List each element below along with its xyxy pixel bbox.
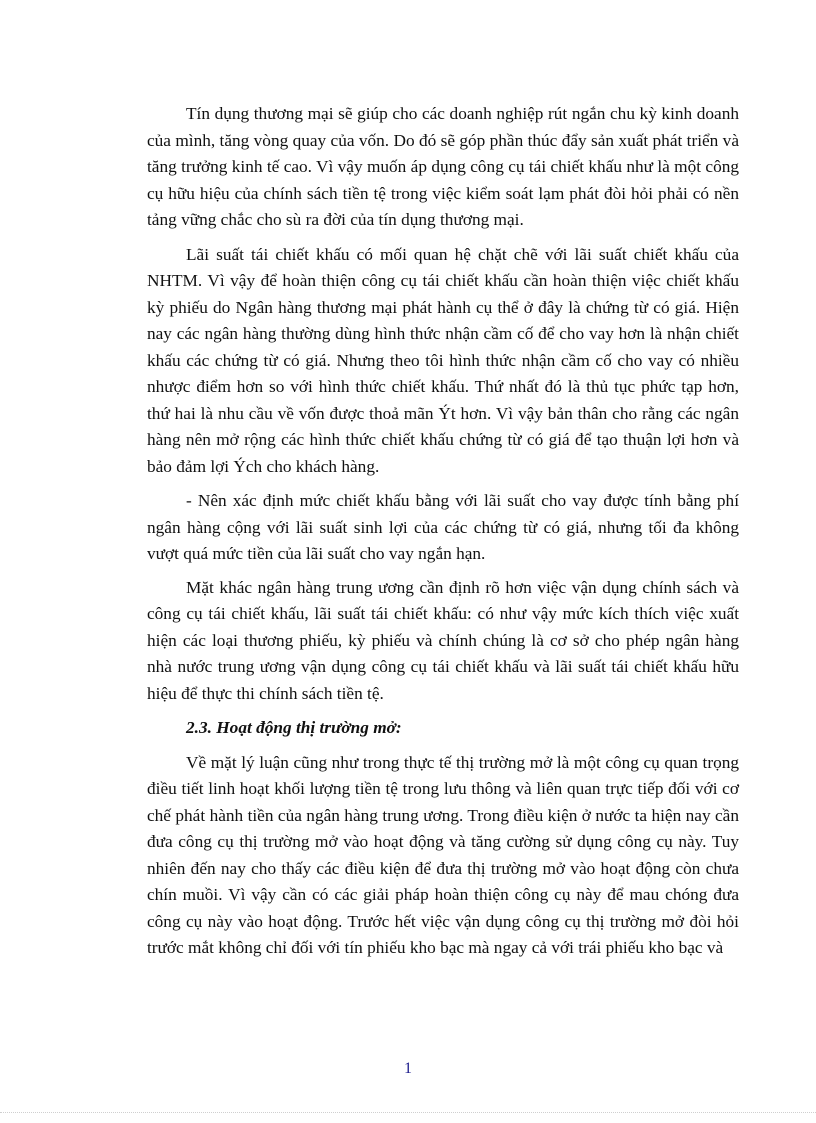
page-number: 1 <box>404 1060 412 1077</box>
paragraph-discount-level: - Nên xác định mức chiết khấu bằng với lãi suất cho vay được tính bằng phí ngân hàng cộng với lãi suất sinh lợi của các chứng từ có giá, nhưng tối đa không vượt quá mức tiền của lãi suất cho vay ngắn hạn. <box>147 491 739 563</box>
page-bottom-divider <box>0 1112 816 1113</box>
paragraph-open-market: Về mặt lý luận cũng như trong thực tế thị trường mở là một công cụ quan trọng điều tiết linh hoạt khối lượng tiền tệ trong lưu thông và liên quan trực tiếp đối với cơ chế phát hành tiền của ngân hàng trung ương. Trong điều kiện ở nước ta hiện nay cần đưa công cụ thị trường mở vào hoạt động và tăng cường sử dụng công cụ này. Tuy nhiên đến nay cho thấy các điều kiện để đưa thị trường mở vào hoạt động còn chưa chín muồi. Vì vậy cần có các giải pháp hoàn thiện công cụ này để mau chóng đưa công cụ này vào hoạt động. Trước hết việc vận dụng công cụ thị trường mở đòi hỏi trước mắt không chỉ đối với tín phiếu kho bạc mà ngay cả với trái phiếu kho bạc và <box>147 752 739 957</box>
section-heading: 2.3. Hoạt động thị trường mở: <box>186 718 402 737</box>
paragraph-rediscount-rate: Lãi suất tái chiết khấu có mối quan hệ chặt chẽ với lãi suất chiết khấu của NHTM. Vì vậy để hoàn thiện công cụ tái chiết khấu cần hoàn thiện việc chiết khấu kỳ phiếu do Ngân hàng thương mại phát hành cụ thể ở đây là chứng từ có giá. Hiện nay các ngân hàng thường dùng hình thức nhận cầm cố để cho vay hơn là nhận chiết khấu các chứng từ có giá. Nhưng theo tôi hình thức nhận cầm cố cho vay có nhiều nhược điểm hơn so với hình thức chiết khấu. Thứ nhất đó là thủ tục phức tạp hơn, thứ hai là nhu cầu về vốn được thoả mãn Ýt hơn. Vì vậy bản thân cho rằng các ngân hàng nên mở rộng các hình thức chiết khấu chứng từ có giá để tạo thuận lợi hơn và bảo đảm lợi Ých cho khách hàng. <box>147 244 739 476</box>
paragraph-central-bank: Mặt khác ngân hàng trung ương cần định rõ hơn việc vận dụng chính sách và công cụ tái chiết khấu, lãi suất tái chiết khấu: có như vậy mức kích thích việc xuất hiện các loại thương phiếu, kỳ phiếu và chính chúng là cơ sở cho phép ngân hàng nhà nước trung ương vận dụng công cụ tái chiết khấu và lãi suất tái chiết khấu hữu hiệu để thực thi chính sách tiền tệ. <box>147 577 739 703</box>
body-text <box>147 101 739 970</box>
paragraph-trade-credit: Tín dụng thương mại sẽ giúp cho các doanh nghiệp rút ngắn chu kỳ kinh doanh của mình, tăng vòng quay của vốn. Do đó sẽ góp phần thúc đẩy sản xuất phát triển và tăng trưởng kinh tế cao. Vì vậy muốn áp dụng công cụ tái chiết khấu như là một công cụ hữu hiệu của chính sách tiền tệ trong việc kiểm soát lạm phát đòi hỏi phải có nền tảng vững chắc cho sù ra đời của tín dụng thương mại. <box>147 104 739 229</box>
